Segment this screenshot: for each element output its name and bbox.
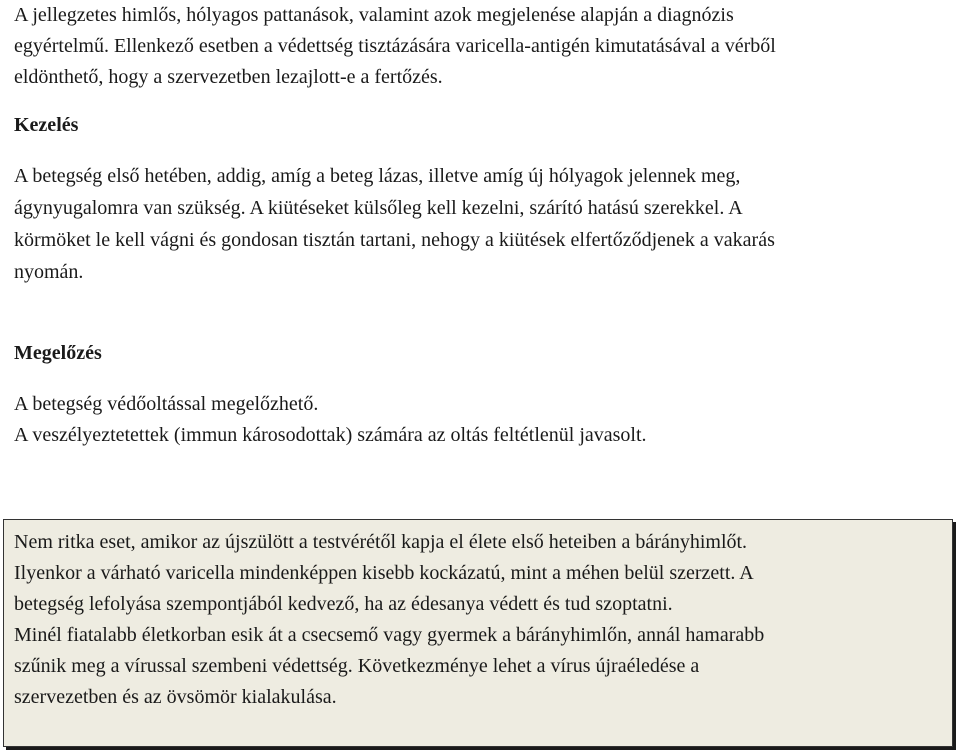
note-line: szervezetben és az övsömör kialakulása.: [14, 686, 337, 708]
intro-line: A jellegzetes himlős, hólyagos pattanások, valamint azok megjelenése alapján a diagnózis: [14, 4, 734, 26]
note-line: Nem ritka eset, amikor az újszülött a testvérétől kapja el élete első heteiben a bárányhimlőt.: [14, 531, 748, 553]
note-line: betegség lefolyása szempontjából kedvező, ha az édesanya védett és tud szoptatni.: [14, 593, 673, 615]
treatment-paragraph: [14, 160, 944, 288]
prevention-paragraph: [14, 389, 944, 451]
treatment-line: körmöket le kell vágni és gondosan tisztán tartani, nehogy a kiütések elfertőződjenek a vakarás: [14, 229, 775, 251]
prevention-line: A betegség védőoltással megelőzhető.: [14, 393, 319, 415]
intro-line: eldönthető, hogy a szervezetben lezajlott-e a fertőzés.: [14, 66, 443, 88]
prevention-line: A veszélyeztetettek (immun károsodottak) számára az oltás feltétlenül javasolt.: [14, 424, 647, 446]
treatment-line: A betegség első hetében, addig, amíg a beteg lázas, illetve amíg új hólyagok jelennek meg,: [14, 165, 741, 187]
treatment-heading: Kezelés: [14, 114, 79, 136]
prevention-heading: Megelőzés: [14, 342, 102, 364]
treatment-line: nyomán.: [14, 261, 84, 283]
intro-line: egyértelmű. Ellenkező esetben a védettség tisztázására varicella-antigén kimutatásával a vérből: [14, 35, 776, 57]
note-line: szűnik meg a vírussal szembeni védettség. Következménye lehet a vírus újraéledése a: [14, 655, 700, 677]
treatment-line: ágynyugalomra van szükség. A kiütéseket külsőleg kell kezelni, szárító hatású szerekkel. A: [14, 197, 743, 219]
note-line: Minél fiatalabb életkorban esik át a csecsemő vagy gyermek a bárányhimlőn, annál hamarabb: [14, 624, 765, 646]
note-text: [14, 527, 939, 713]
note-box: [3, 519, 953, 747]
intro-paragraph: [14, 0, 944, 93]
note-line: Ilyenkor a várható varicella mindenképpen kisebb kockázatú, mint a méhen belül szerzett. A: [14, 562, 754, 584]
